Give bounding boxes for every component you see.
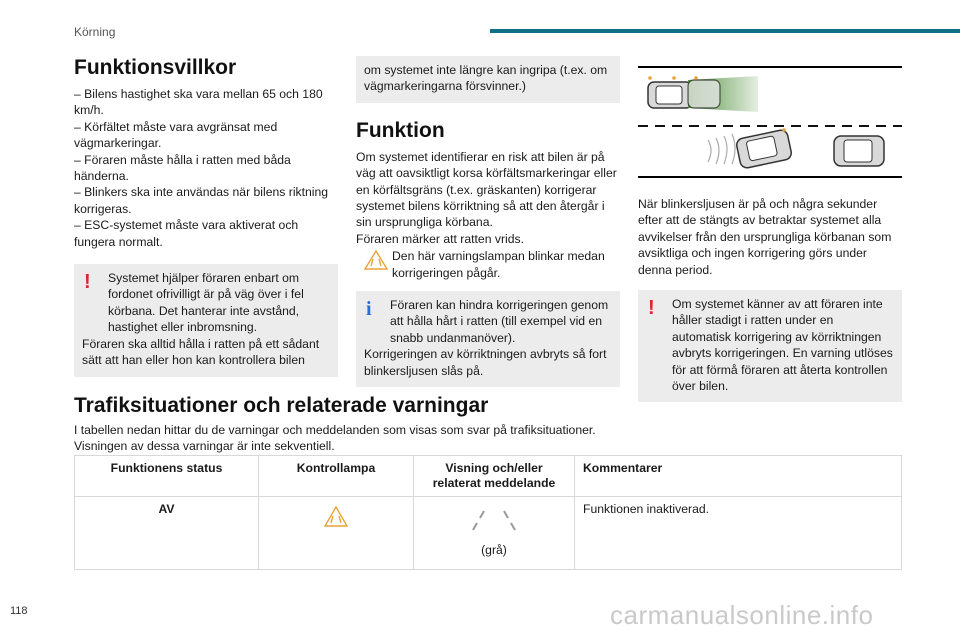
warning-text: Om systemet känner av att föraren inte håller stadigt i ratten under en automatisk korrigering av körriktningen avbryts korrigeringen. En varning utlöses för att förmå föraren att återta kontrollen över bilen.	[672, 297, 893, 394]
warning-text: Systemet hjälper föraren enbart om fordonet ofrivilligt är på väg över i fel körbana. Det hanterar inte avstånd, hastighet eller inbromsning.	[108, 271, 304, 335]
table-header-row	[75, 456, 902, 497]
condition-item: – Bilens hastighet ska vara mellan 65 och 180 km/h.	[74, 87, 323, 118]
traffic-intro-2: Visningen av dessa varningar är inte sekventiell.	[74, 439, 335, 453]
warning-icon: !	[84, 271, 91, 294]
display-cell	[414, 497, 575, 570]
table-row	[75, 497, 902, 570]
function-title: Funktion	[356, 118, 445, 142]
column-function	[356, 56, 620, 387]
header-section-label: Körning	[74, 25, 116, 39]
column-header: Funktionens status	[75, 456, 259, 497]
lamp-cell	[259, 497, 414, 570]
lamp-row	[356, 248, 620, 281]
function-body: Om systemet identifierar en risk att bilen är på väg att oavsiktligt korsa körfältsmarkeringar eller en körfältsgräns (t.ex. gräskanten) korrigerar systemet bilens körriktning så att den återgår i sin ursprungliga körbana.	[356, 149, 617, 230]
conditions-title: Funktionsvillkor	[74, 56, 237, 79]
lamp-text: Den här varningslampan blinkar medan korrigeringen pågår.	[392, 249, 605, 280]
traffic-situations-section	[74, 394, 904, 454]
warning-icon: !	[648, 297, 655, 320]
function-body-2: Föraren märker att ratten vrids.	[356, 231, 524, 246]
continued-note	[356, 56, 620, 103]
lane-lines-grey-icon	[422, 508, 566, 537]
indicator-body: När blinkersljusen är på och några sekunder efter att de stängts av betraktar systemet alla avvikelser från den ursprungliga körbanan som avsiktliga och ingen korrigering görs under denna period.	[638, 197, 892, 277]
traffic-intro-1: I tabellen nedan hittar du de varningar och meddelanden som visas som svar på trafiksituationer.	[74, 423, 596, 437]
lane-illustration	[638, 66, 902, 178]
condition-item: – Blinkers ska inte användas när bilens riktning korrigeras.	[74, 185, 329, 216]
column-conditions	[74, 56, 338, 377]
info-note	[356, 291, 620, 387]
traffic-situations-title: Trafiksituationer och relaterade varningar	[74, 394, 489, 417]
warning-text: Föraren ska alltid hålla i ratten på ett sådant sätt att han eller hon kan kontrollera bilen	[82, 336, 320, 368]
info-text: Korrigeringen av körriktningen avbryts så fort blinkersljusen slås på.	[364, 347, 607, 378]
warning-note-2	[638, 290, 902, 402]
status-cell: AV	[75, 497, 259, 570]
column-header: Kommentarer	[575, 456, 902, 497]
lane-warning-lamp-icon	[364, 250, 388, 274]
comment-cell: Funktionen inaktiverad.	[575, 497, 902, 570]
lane-warning-lamp-icon	[324, 506, 348, 531]
info-text: Föraren kan hindra korrigeringen genom att hålla hårt i ratten (till exempel vid en snabb undanmanöver).	[390, 298, 609, 345]
condition-item: – Föraren måste hålla i ratten med båda händerna.	[74, 152, 291, 184]
display-note: (grå)	[481, 543, 507, 557]
watermark: carmanualsonline.info	[610, 600, 874, 630]
continued-note-text: om systemet inte längre kan ingripa (t.ex. om vägmarkeringarna försvinner.)	[364, 63, 608, 94]
header-accent-bar	[490, 29, 960, 33]
lane-correction-diagram-icon	[638, 68, 902, 176]
column-header: Visning och/eller relaterat meddelande	[414, 456, 575, 497]
condition-item: – ESC-systemet måste vara aktiverat och fungera normalt.	[74, 218, 299, 249]
info-icon: i	[366, 298, 372, 321]
column-illustration	[638, 56, 902, 402]
column-header: Kontrollampa	[259, 456, 414, 497]
warnings-table	[74, 455, 902, 570]
warning-note	[74, 264, 338, 376]
page-number: 118	[10, 605, 28, 617]
condition-item: – Körfältet måste vara avgränsat med vägmarkeringar.	[74, 119, 278, 151]
